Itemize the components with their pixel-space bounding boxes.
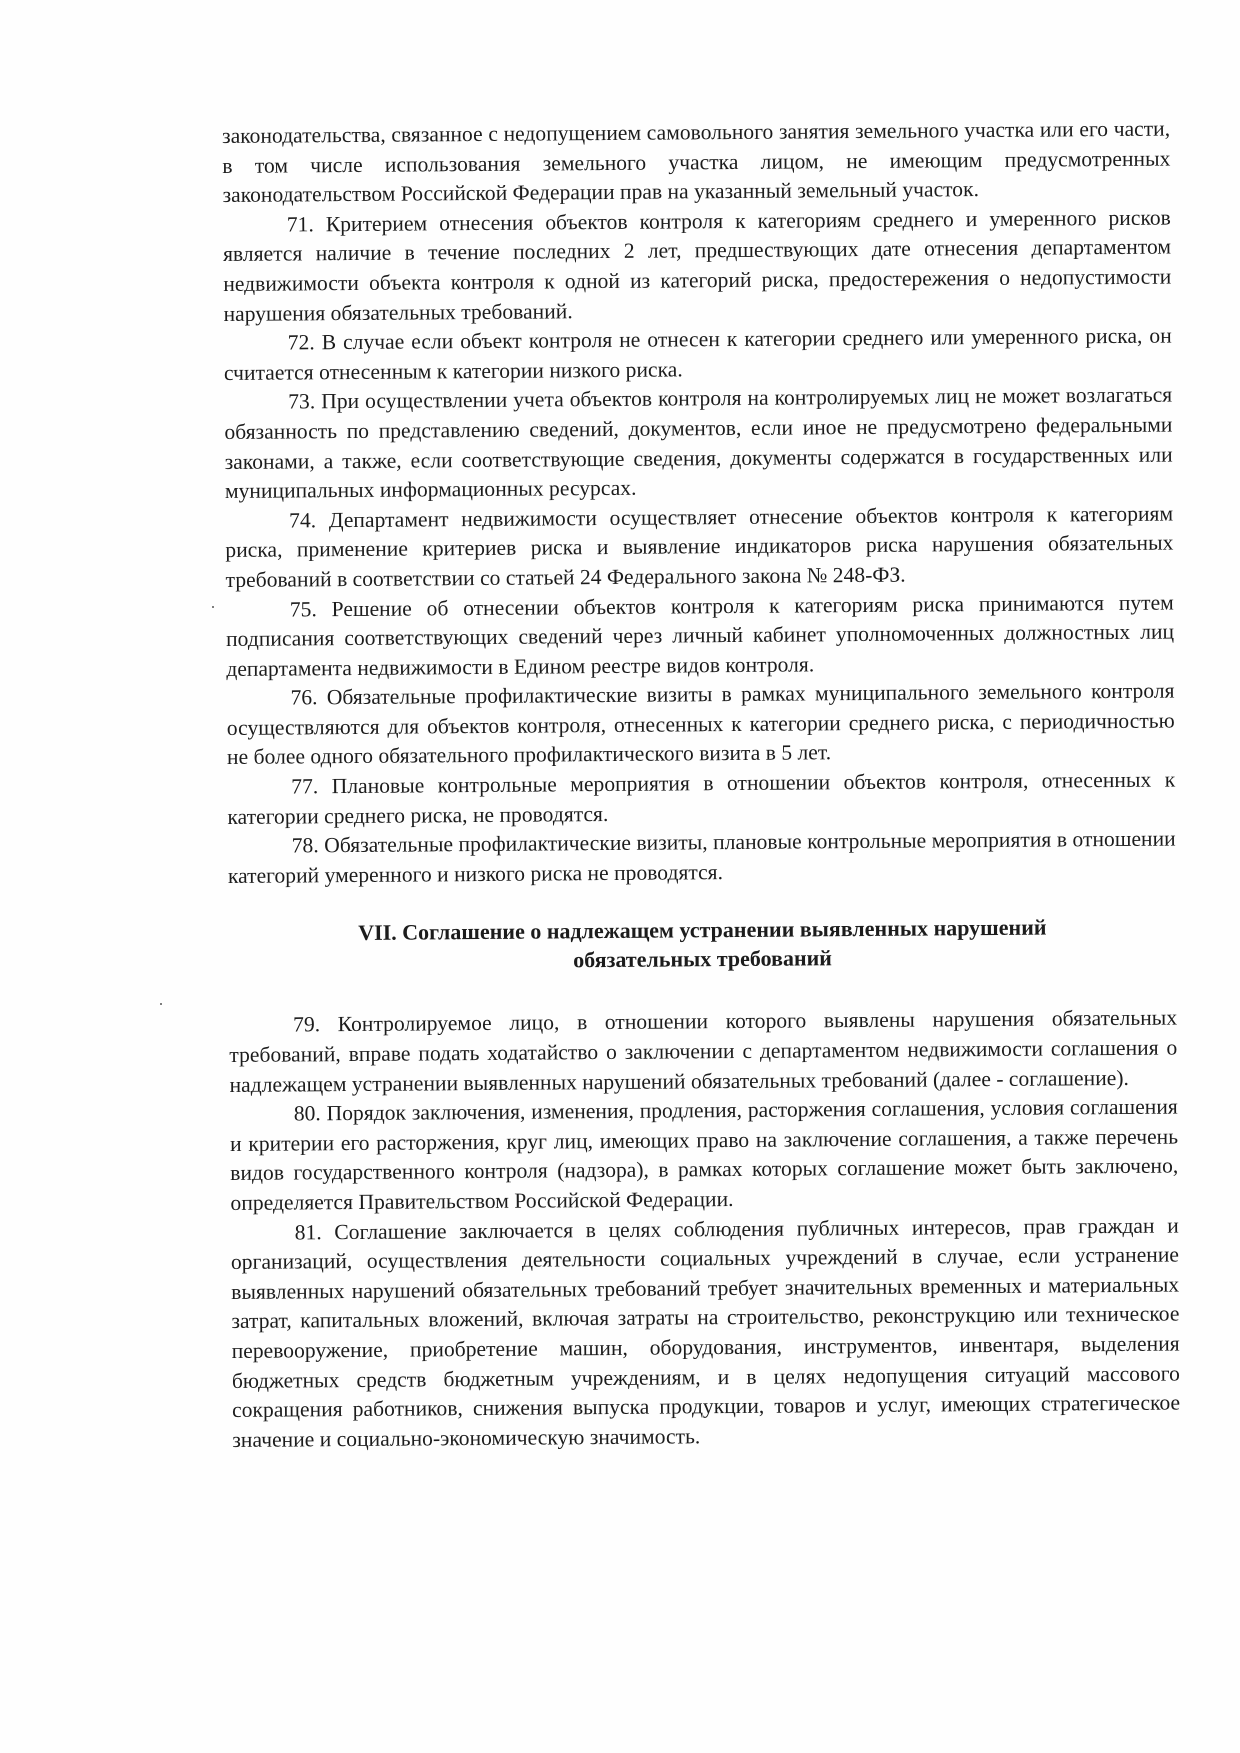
paragraph-74: 74. Департамент недвижимости осуществляет отнесение объектов контроля к категориям риска, применение критериев риска и выявление индикаторов риска нарушения обязательных требований в соответствии со статьей 24 Федерального закона № 248-ФЗ. (225, 501, 1174, 592)
paragraph-80: 80. Порядок заключения, изменения, продления, расторжения соглашения, условия соглашения и критерии его расторжения, круг лиц, имеющих право на заключение соглашения, а также перечень видов государственного контроля (надзора), в рамках которых соглашение может быть заключено, определяется Правительством Российской Федерации. (229, 1094, 1179, 1215)
section-heading (228, 912, 1176, 977)
section-heading-line1: VII. Соглашение о надлежащем устранении выявленных нарушений (358, 914, 1047, 946)
paragraph-73: 73. При осуществлении учета объектов контроля на контролируемых лиц не может возлагаться обязанность по представлению сведений, документов, если иное не предусмотрено федеральными законами, а также, если соответствующие сведения, документы содержатся в государственных или муниципальных информационных ресурсах. (224, 382, 1173, 504)
document-body (222, 115, 1180, 1456)
paragraph-continuation: законодательства, связанное с недопущением самовольного занятия земельного участка или его части, в том числе использования земельного участка лицом, не имеющим предусмотренных законодательством Российской Федерации прав на указанный земельный участок. (222, 116, 1171, 208)
scan-speck (160, 1003, 162, 1005)
section-heading-line2: обязательных требований (573, 945, 833, 973)
paragraph-78: 78. Обязательные профилактические визиты, плановые контрольные мероприятия в отношении категорий умеренного и низкого риска не проводятся. (227, 826, 1176, 888)
paragraph-81: 81. Соглашение заключается в целях соблюдения публичных интересов, прав граждан и организаций, осуществления деятельности социальных учреждений в случае, если устранение выявленных нарушений обязательных требований требует значительных временных и материальных затрат, капитальных вложений, включая затраты на строительство, реконструкцию или техническое перевооружение, приобретение машин, оборудования, инструментов, инвентаря, выделения бюджетных средств бюджетным учреждениям, и в целях недопущения ситуаций массового сокращения работников, снижения выпуска продукции, товаров и услуг, имеющих стратегическое значение и социально-экономическую значимость. (230, 1213, 1181, 1452)
paragraph-77: 77. Плановые контрольные мероприятия в отношении объектов контроля, отнесенных к категории среднего риска, не проводятся. (227, 767, 1176, 829)
paragraph-75: 75. Решение об отнесении объектов контроля к категориям риска принимаются путем подписания соответствующих сведений через личный кабинет уполномоченных должностных лиц департамента недвижимости в Едином реестре видов контроля. (225, 590, 1175, 681)
paragraph-71: 71. Критерием отнесения объектов контроля к категориям среднего и умеренного рисков является наличие в течение последних 2 лет, предшествующих дате отнесения департаментом недвижимости объекта контроля к одной из категорий риска, предостережения о недопустимости нарушения обязательных требований. (222, 205, 1172, 326)
paragraph-76: 76. Обязательные профилактические визиты в рамках муниципального земельного контроля осуществляются для объектов контроля, отнесенных к категории среднего риска, с периодичностью не более одного обязательного профилактического визита в 5 лет. (226, 678, 1175, 770)
scan-speck (212, 606, 214, 608)
paragraph-72: 72. В случае если объект контроля не отнесен к категории среднего или умеренного риска, он считается отнесенным к категории низкого риска. (223, 323, 1172, 385)
paragraph-79: 79. Контролируемое лицо, в отношении которого выявлены нарушения обязательных требований, вправе подать ходатайство о заключении с департаментом недвижимости соглашения о надлежащем устранении выявленных нарушений обязательных требований (далее - соглашение). (229, 1005, 1178, 1097)
